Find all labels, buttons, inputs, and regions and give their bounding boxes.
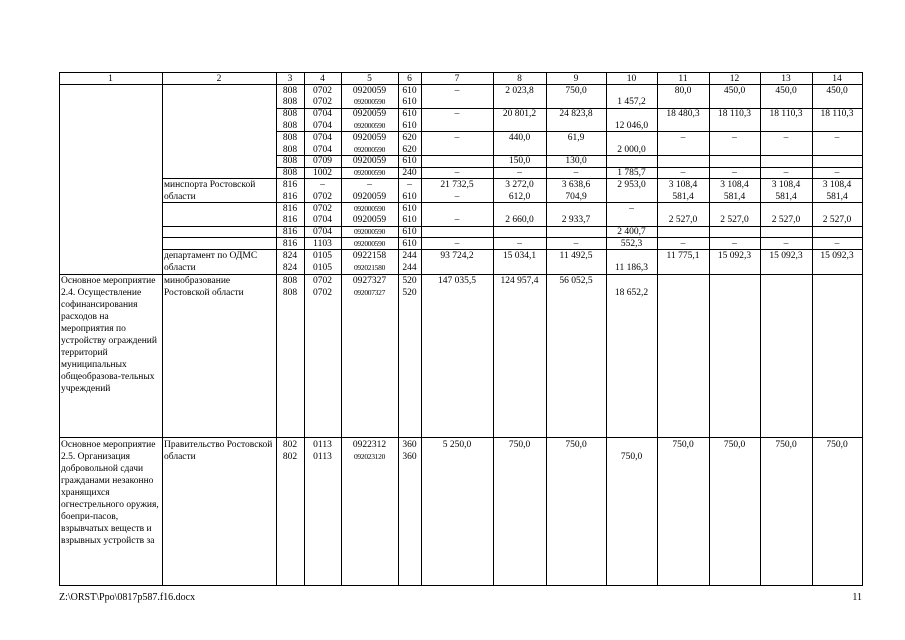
- table-row-cell: –: [454, 191, 460, 202]
- table-row-cell: 610: [402, 120, 417, 131]
- column-header: 7: [454, 73, 460, 84]
- table-row-cell: 2 400,7: [617, 227, 646, 238]
- table-row-cell: –: [407, 179, 412, 190]
- column-border: [760, 72, 761, 585]
- table-row-cell: 5 250,0: [442, 440, 472, 450]
- table-row-cell: 620: [402, 132, 417, 143]
- table-row-cell: 3 272,0: [505, 179, 534, 190]
- table-row-cell: 092023120: [353, 451, 386, 461]
- table-row-cell: 092000590: [353, 227, 386, 237]
- table-row-cell: 0920059: [352, 156, 387, 167]
- table-row-cell: 610: [402, 85, 417, 96]
- table-row-cell: –: [680, 238, 686, 249]
- table-row-cell: 092000590: [353, 120, 386, 130]
- column-header: 12: [729, 73, 740, 84]
- table-row-cell: 18 110,3: [718, 109, 751, 120]
- table-row-cell: –: [732, 168, 737, 179]
- table-row-cell: 816: [282, 238, 298, 249]
- table-row-cell: 0927327: [352, 275, 387, 286]
- table-row-cell: 2 660,0: [505, 215, 534, 226]
- column-border: [493, 72, 494, 585]
- table-row-cell: 0709: [313, 156, 332, 167]
- column-border: [398, 72, 399, 585]
- table-row-cell: –: [454, 109, 460, 120]
- table-row-cell: 750,0: [565, 440, 587, 450]
- table-row-cell: 0702: [313, 275, 332, 286]
- table-row-cell: 808: [282, 287, 298, 298]
- table-row-cell: 0704: [313, 109, 332, 120]
- table-row-cell: 150,0: [508, 156, 531, 167]
- column-border: [709, 72, 710, 585]
- table-row-cell: 15 092,3: [820, 250, 854, 261]
- column-border: [812, 72, 813, 585]
- table-row-cell: 18 480,3: [666, 109, 700, 120]
- table-row-cell: –: [454, 85, 460, 96]
- table-row-cell: 092000590: [353, 97, 386, 107]
- table-row-cell: 130,0: [565, 156, 587, 167]
- table-row-cell: 1002: [313, 168, 332, 179]
- table-row-cell: –: [454, 168, 460, 179]
- table-row-cell: 3 108,4: [720, 179, 749, 190]
- table-row-cell: –: [732, 132, 737, 143]
- table-row-cell: 552,3: [620, 238, 643, 249]
- table-row-cell: 0113: [313, 451, 332, 462]
- table-row-cell: –: [573, 168, 579, 179]
- table-row-cell: 0113: [313, 440, 332, 450]
- table-row-cell: 0105: [313, 250, 332, 261]
- table-row-cell: –: [783, 168, 789, 179]
- org-name-odms: департамент по ОДМС области: [164, 250, 258, 273]
- row-separator: [162, 226, 862, 227]
- table-row-cell: 824: [282, 262, 298, 273]
- table-row-cell: 2 000,0: [617, 144, 646, 155]
- table-row-cell: 808: [282, 85, 298, 96]
- table-row-cell: 15 092,3: [717, 250, 752, 261]
- table-row-cell: 2 527,0: [771, 215, 801, 226]
- table-row-cell: 750,0: [826, 440, 848, 450]
- table-row-cell: 56 052,5: [559, 275, 593, 286]
- table-row-cell: 2 023,8: [505, 85, 534, 96]
- table-row-cell: 1 457,2: [617, 97, 646, 108]
- table-row-cell: 360: [402, 451, 417, 462]
- table-row-cell: 816: [282, 215, 298, 226]
- table-row-cell: 092000590: [353, 168, 386, 178]
- table-row-cell: 2 527,0: [720, 215, 749, 226]
- table-row-cell: –: [680, 168, 686, 179]
- column-header: 11: [678, 73, 688, 84]
- table-row-cell: 18 110,3: [820, 109, 854, 120]
- column-header: 6: [407, 73, 412, 84]
- page-number: 11: [852, 592, 862, 603]
- table-row-cell: 11 186,3: [615, 262, 648, 273]
- table-row-cell: 450,0: [775, 85, 797, 96]
- table-row-cell: 808: [282, 168, 298, 179]
- table-row-cell: 750,0: [508, 440, 531, 450]
- column-header: 1: [108, 73, 113, 84]
- table-row-cell: 0920059: [352, 191, 387, 202]
- row-separator: [276, 108, 862, 109]
- org-name-minsport: минспорта Ростовской области: [164, 179, 256, 202]
- table-row-cell: 750,0: [672, 440, 694, 450]
- table-row-cell: 808: [282, 275, 298, 286]
- table-row-cell: 2 527,0: [668, 215, 698, 226]
- table-row-cell: 18 110,3: [769, 109, 803, 120]
- table-row-cell: 610: [402, 227, 417, 238]
- table-row-cell: 092000590: [353, 144, 386, 154]
- table-row-cell: 610: [402, 238, 417, 249]
- table-row-cell: 750,0: [775, 440, 797, 450]
- table-row-cell: 610: [402, 203, 417, 214]
- table-row-cell: 244: [402, 262, 417, 273]
- table-row-cell: 816: [282, 227, 298, 238]
- row-separator: [276, 155, 862, 156]
- table-row-cell: 802: [282, 440, 298, 450]
- column-border: [304, 72, 305, 585]
- table-row-cell: 93 724,2: [440, 250, 474, 261]
- table-row-cell: –: [320, 179, 325, 190]
- table-row-cell: 750,0: [723, 440, 746, 450]
- table-row-cell: 750,0: [565, 85, 587, 96]
- table-row-cell: 610: [402, 109, 417, 120]
- table-row-cell: –: [454, 132, 460, 143]
- table-row-cell: 0922158: [352, 250, 387, 261]
- table-row-cell: –: [454, 238, 460, 249]
- table-row-cell: 1103: [313, 238, 332, 249]
- table-row-cell: 824: [282, 250, 298, 261]
- column-border: [162, 72, 163, 585]
- table-row-cell: 581,4: [826, 191, 848, 202]
- table-row-cell: –: [367, 179, 372, 190]
- table-row-cell: –: [629, 203, 634, 214]
- column-border: [59, 72, 60, 585]
- column-header: 3: [287, 73, 293, 84]
- table-row-cell: 808: [282, 156, 298, 167]
- column-header: 4: [320, 73, 325, 84]
- column-header: 13: [781, 73, 791, 84]
- table-row-cell: 610: [402, 191, 417, 202]
- row-separator: [276, 131, 862, 132]
- event-description: Основное мероприятие 2.5. Организация добровольной сдачи гражданами незаконно хранящихся огнестрельного оружия, боепри-пасов, взрывчатых веществ и взрывных устройств за: [61, 440, 159, 546]
- org-name: минобразование Ростовской области: [164, 275, 244, 298]
- column-border: [546, 72, 547, 585]
- table-row-cell: –: [454, 215, 460, 226]
- table-row-cell: 21 732,5: [440, 179, 474, 190]
- table-row-cell: 61,9: [567, 132, 585, 143]
- table-row-cell: 147 035,5: [438, 275, 476, 286]
- table-row-cell: 2 953,0: [617, 179, 646, 190]
- table-row-cell: 450,0: [826, 85, 848, 96]
- event-description: Основное мероприятие 2.4. Осуществление софинансирования расходов на мероприятия по устройству ограждений территорий муниципальных общеобразова-тельных учреждений: [61, 275, 157, 394]
- table-row-cell: 0920059: [352, 215, 387, 226]
- table-row-cell: 816: [282, 179, 298, 190]
- table-row-cell: 610: [402, 215, 417, 226]
- table-row-cell: 092000590: [353, 238, 386, 248]
- table-row-cell: 0704: [313, 120, 332, 131]
- table-row-cell: 11 492,5: [559, 250, 593, 261]
- table-row-cell: 18 652,2: [614, 287, 649, 298]
- table-row-cell: 240: [402, 168, 417, 179]
- table-row-cell: 581,4: [775, 191, 797, 202]
- table-row-cell: 092021580: [353, 262, 386, 272]
- table-row-cell: 2 527,0: [822, 215, 852, 226]
- table-row-cell: 816: [282, 203, 298, 214]
- column-border: [657, 72, 658, 585]
- table-row-cell: 450,0: [723, 85, 746, 96]
- table-row-cell: 0702: [313, 203, 332, 214]
- table-row-cell: 2 933,7: [561, 215, 591, 226]
- row-separator: [162, 237, 862, 238]
- table-row-cell: 581,4: [723, 191, 746, 202]
- table-row-cell: 1 785,7: [617, 168, 646, 179]
- table-row-cell: 808: [282, 97, 298, 108]
- column-border: [862, 72, 863, 585]
- table-row-cell: 808: [282, 132, 298, 143]
- table-row-cell: 12 046,0: [614, 120, 649, 131]
- table-row-cell: 092000590: [353, 203, 386, 213]
- table-row-cell: 15 034,1: [502, 250, 537, 261]
- column-border: [341, 72, 342, 585]
- footer-file-path: Z:\ORST\Ppo\0817p587.f16.docx: [59, 592, 196, 603]
- column-header: 8: [517, 73, 522, 84]
- table-row-cell: 0920059: [352, 109, 387, 120]
- table-bottom-border: [59, 585, 863, 586]
- table-row-cell: 620: [402, 144, 417, 155]
- column-header: 10: [626, 73, 637, 84]
- table-row-cell: –: [573, 238, 579, 249]
- table-row-cell: 750,0: [620, 451, 643, 462]
- table-row-cell: 0704: [313, 215, 332, 226]
- column-header: 2: [216, 73, 222, 84]
- table-row-cell: –: [834, 238, 840, 249]
- table-row-cell: 802: [282, 451, 298, 462]
- table-row-cell: 0702: [313, 287, 332, 298]
- table-row-cell: 808: [282, 109, 298, 120]
- table-row-cell: 808: [282, 144, 298, 155]
- table-row-cell: 0920059: [352, 132, 387, 143]
- row-separator: [276, 167, 862, 168]
- table-row-cell: 3 638,6: [561, 179, 591, 190]
- table-row-cell: 124 957,4: [500, 275, 539, 286]
- table-row-cell: 3 108,4: [822, 179, 852, 190]
- table-row-cell: 20 801,2: [502, 109, 537, 120]
- table-row-cell: 092007327: [353, 287, 386, 297]
- table-row-cell: –: [834, 132, 840, 143]
- column-header: 5: [367, 73, 372, 84]
- table-row-cell: 244: [402, 250, 417, 261]
- table-row-cell: 0704: [313, 227, 332, 238]
- table-row-cell: 15 092,3: [769, 250, 803, 261]
- org-name: Правительство Ростовской области: [164, 440, 273, 462]
- table-row-cell: –: [732, 238, 737, 249]
- table-row-cell: 612,0: [508, 191, 531, 202]
- table-row-cell: –: [783, 238, 789, 249]
- table-row-cell: 11 775,1: [666, 250, 700, 261]
- table-row-cell: –: [680, 132, 686, 143]
- column-border: [276, 72, 277, 585]
- table-row-cell: 704,9: [565, 191, 587, 202]
- table-row-cell: 360: [402, 440, 417, 450]
- table-row-cell: 0105: [313, 262, 332, 273]
- table-row-cell: 610: [402, 97, 417, 108]
- table-row-cell: 0702: [313, 97, 332, 108]
- table-row-cell: 440,0: [508, 132, 531, 143]
- block-separator: [59, 437, 862, 438]
- column-border: [606, 72, 607, 585]
- column-header: 14: [832, 73, 842, 84]
- table-row-cell: 3 108,4: [668, 179, 698, 190]
- table-row-cell: 808: [282, 120, 298, 131]
- table-row-cell: 610: [402, 156, 417, 167]
- table-row-cell: 0920059: [352, 85, 387, 96]
- column-border: [421, 72, 422, 585]
- table-row-cell: 520: [402, 287, 417, 298]
- table-row-cell: 3 108,4: [771, 179, 801, 190]
- table-row-cell: 0704: [313, 144, 332, 155]
- table-row-cell: 520: [402, 275, 417, 286]
- table-row-cell: –: [834, 168, 840, 179]
- table-row-cell: 80,0: [674, 85, 692, 96]
- table-row-cell: –: [517, 238, 522, 249]
- table-row-cell: 0702: [313, 85, 332, 96]
- table-row-cell: 24 823,8: [559, 109, 593, 120]
- table-row-cell: 0702: [313, 191, 332, 202]
- table-row-cell: 816: [282, 191, 298, 202]
- table-row-cell: 0704: [313, 132, 332, 143]
- table-row-cell: –: [517, 168, 522, 179]
- column-header: 9: [573, 73, 579, 84]
- table-row-cell: 0922312: [352, 440, 387, 450]
- table-row-cell: –: [783, 132, 789, 143]
- table-row-cell: 581,4: [672, 191, 694, 202]
